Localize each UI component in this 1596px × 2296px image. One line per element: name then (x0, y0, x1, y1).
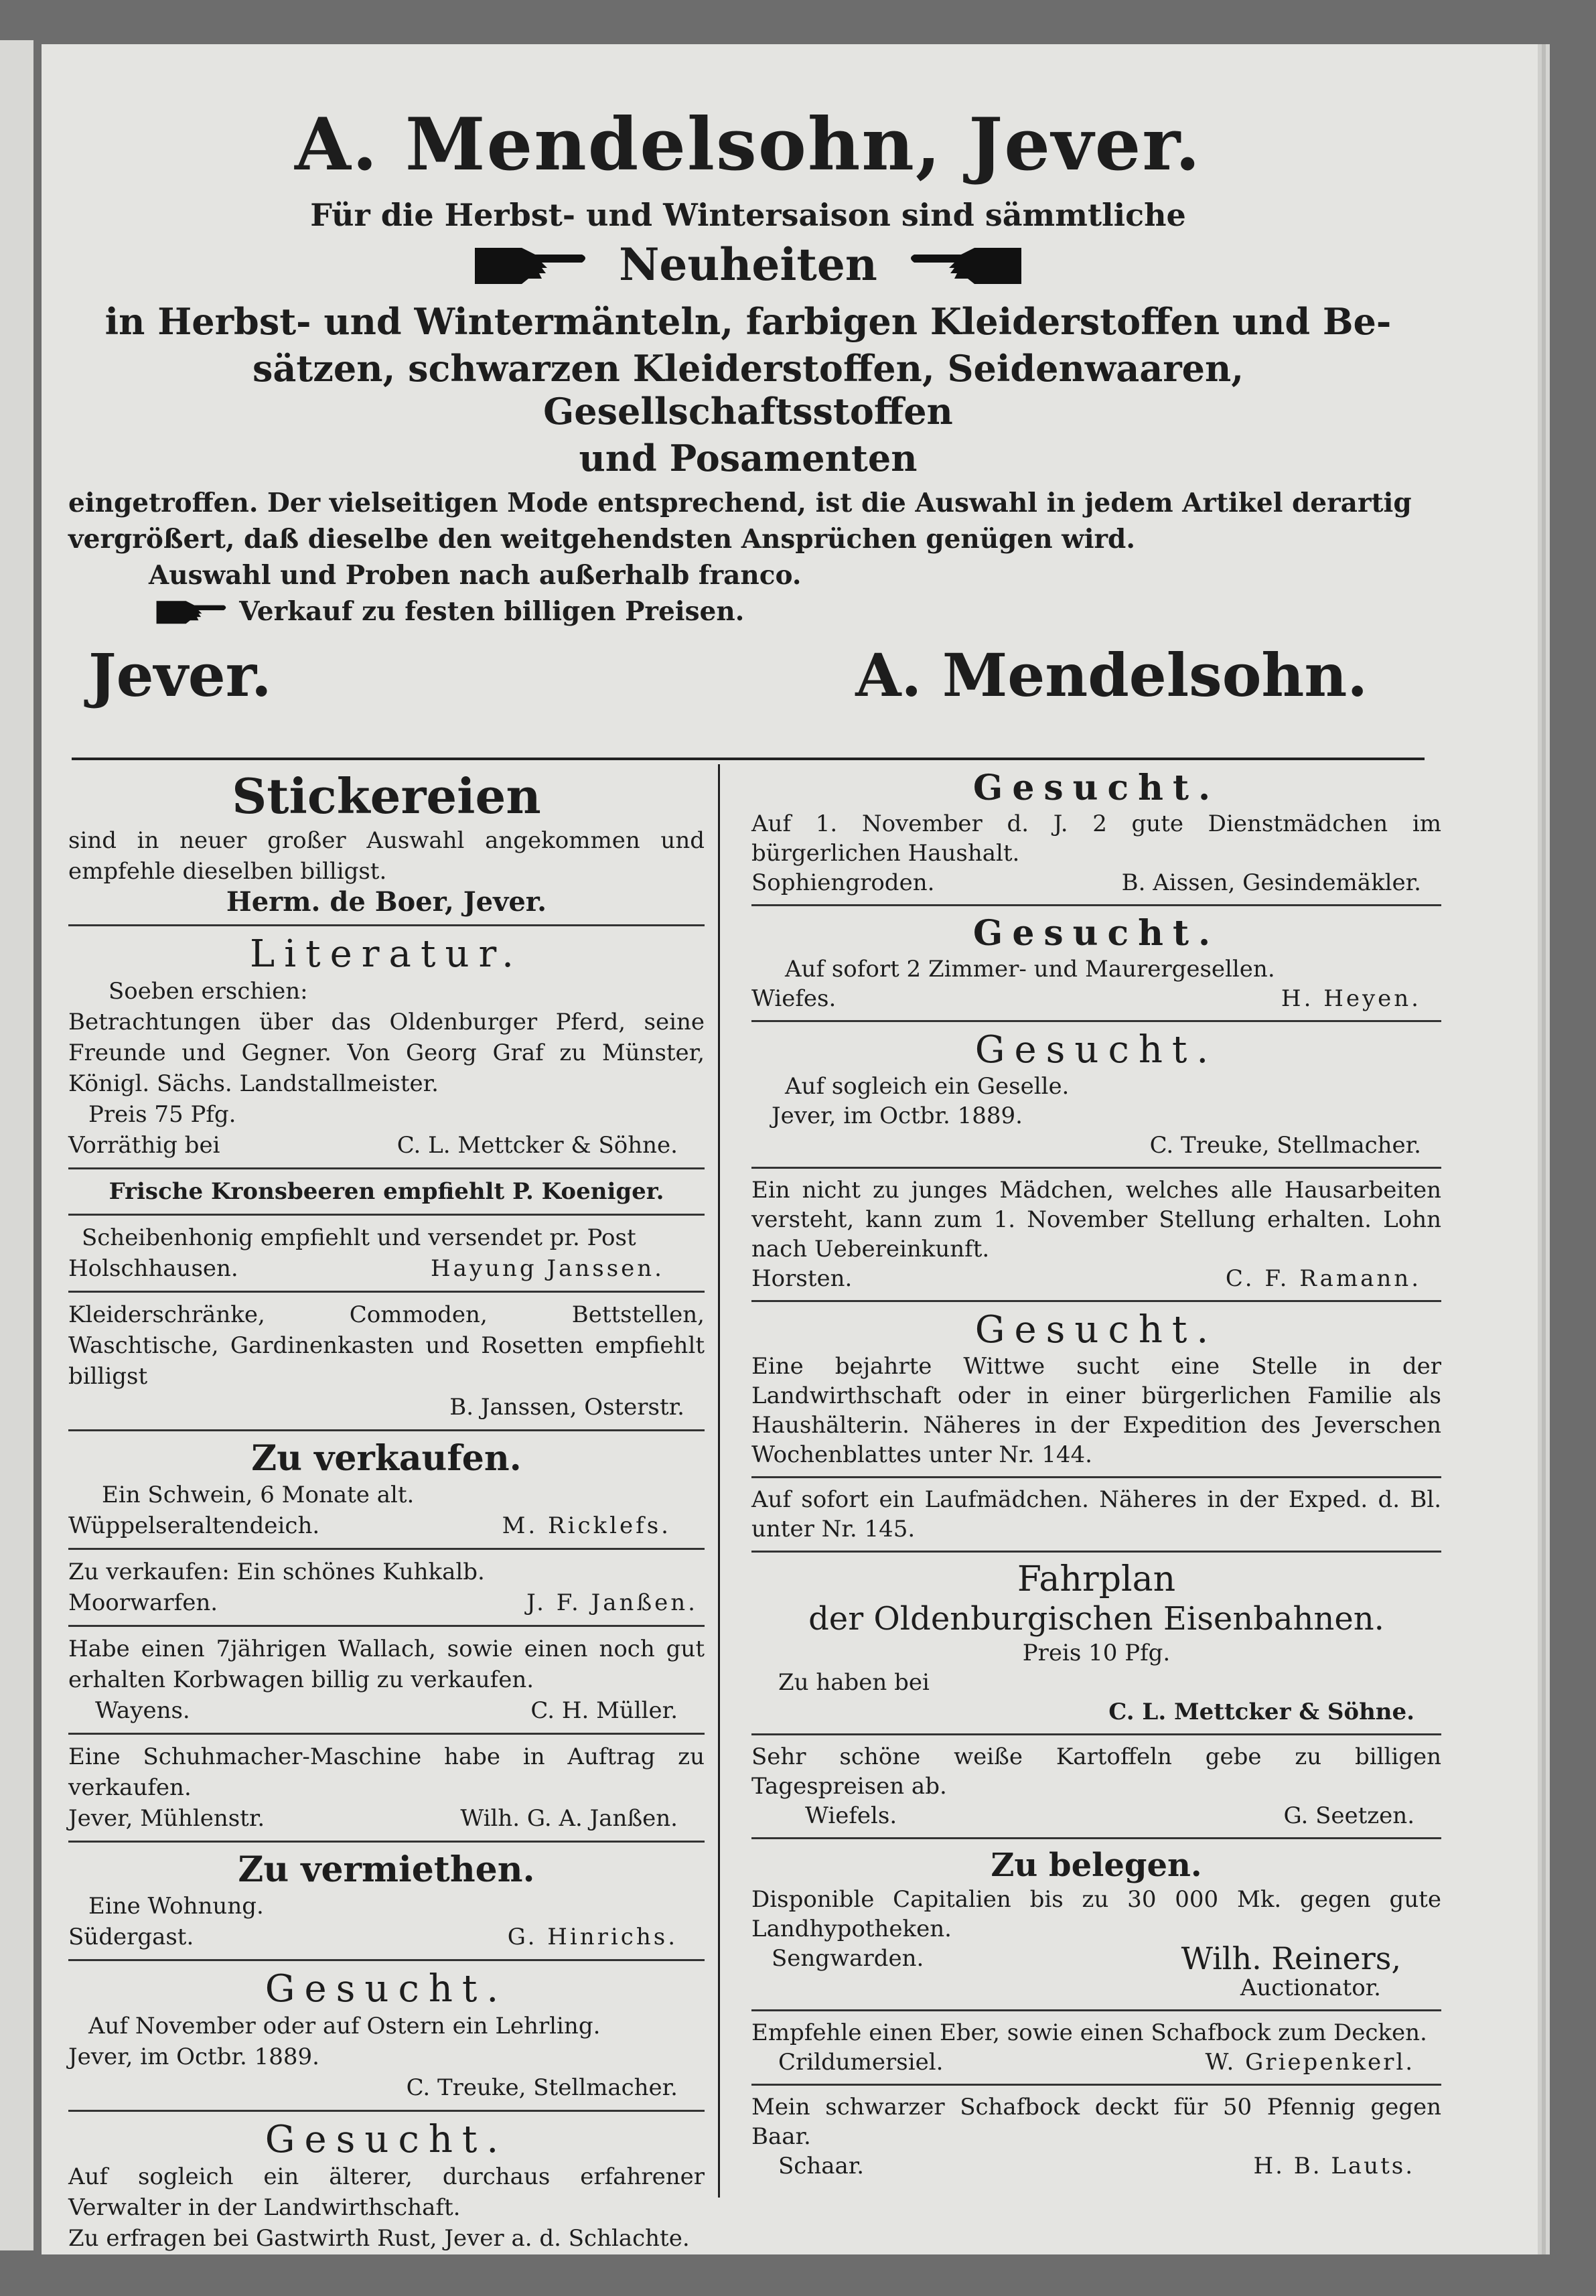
divider (751, 1476, 1441, 1478)
gesucht-wittwe-text: Eine bejahrte Wittwe sucht eine Stelle in der Landwirthschaft oder in einer bürgerlichen Familie als Haushälterin. Näheres in der Expedition des Jeverschen Wochenblattes unter Nr. 144. (751, 1353, 1441, 1468)
literatur-line-3: Preis 75 Pfg. (88, 1101, 236, 1128)
honig-signature (68, 1253, 705, 1284)
literatur-line-2: Betrachtungen über das Oldenburger Pferd, seine Freunde und Gegner. Von Georg Graf zu Münster, Königl. Sächs. Landstallmeister. (68, 1009, 705, 1097)
honig-sig-b: Hayung Janssen. (430, 1255, 664, 1282)
vermiethen-text: Eine Wohnung. (88, 1893, 264, 1920)
belegen-sig-b: Wilh. Reiners, (1181, 1940, 1401, 1977)
gesucht-lehrling-text: Auf November oder auf Ostern ein Lehrling. (88, 2013, 601, 2039)
divider (68, 1959, 705, 1961)
ad-line-8-row (68, 596, 1428, 627)
divider (68, 1214, 705, 1216)
belegen-sig-c: Auctionator. (1240, 1975, 1381, 2001)
ad-line-7: Auswahl und Proben nach außerhalb franco. (149, 560, 802, 591)
pointing-hand-right-icon (475, 241, 589, 288)
gesucht-geselle-title: Gesucht. (974, 1028, 1218, 1072)
gesucht-geselle-signature: C. Treuke, Stellmacher. (1149, 1132, 1421, 1159)
divider (751, 2009, 1441, 2011)
divider (751, 1551, 1441, 1553)
ad-line-2: in Herbst- und Wintermänteln, farbigen Kleiderstoffen und Be- (104, 300, 1392, 343)
divider (68, 1429, 705, 1431)
belegen-sig-a: Sengwarden. (772, 1945, 924, 1972)
left-column (68, 768, 705, 2254)
eber-signature (751, 2048, 1441, 2077)
column-divider (718, 764, 720, 2198)
gesucht-verwalter-title: Gesucht. (265, 2118, 508, 2161)
g2-sig-a: Wiefes. (751, 985, 837, 1012)
kartoffeln-text: Sehr schöne weiße Kartoffeln gebe zu billigen Tagespreisen ab. (751, 1743, 1441, 1800)
divider (68, 1733, 705, 1735)
ad-footer (68, 640, 1428, 710)
verkaufen-sig-a: Wüppelseraltendeich. (68, 1512, 320, 1539)
divider (751, 1733, 1441, 1735)
ad-footer-left: Jever. (88, 640, 272, 710)
verkaufen-text: Ein Schwein, 6 Monate alt. (102, 1482, 415, 1508)
fahrplan-subtitle: der Oldenburgischen Eisenbahnen. (808, 1600, 1384, 1638)
gesucht-wittwe-title: Gesucht. (974, 1308, 1218, 1352)
gesucht-gesellen-title: Gesucht. (972, 913, 1220, 954)
kuhkalb-sig-b: J. F. Janßen. (526, 1589, 698, 1616)
divider (68, 1625, 705, 1627)
wallach-signature (68, 1695, 705, 1726)
ad-line-8: Verkauf zu festen billigen Preisen. (239, 596, 745, 627)
verkaufen-title: Zu verkaufen. (251, 1438, 522, 1479)
gesucht-gesellen-text: Auf sofort 2 Zimmer- und Maurergesellen. (785, 956, 1275, 983)
eber-sig-b: W. Griepenkerl. (1205, 2049, 1414, 2076)
gesucht-lehrling-title: Gesucht. (265, 1967, 508, 2011)
kronsbeeren-text: Frische Kronsbeeren empfiehlt P. Koeniger. (108, 1178, 664, 1205)
vermiethen-sig-a: Südergast. (68, 1924, 194, 1950)
eber-text: Empfehle einen Eber, sowie einen Schafbock zum Decken. (751, 2019, 1427, 2046)
kleiderschraenke-signature: B. Janssen, Osterstr. (449, 1394, 684, 1421)
fahrplan-signature: C. L. Mettcker & Söhne. (1108, 1699, 1414, 1725)
divider (751, 1167, 1441, 1169)
schuhmacher-signature (68, 1803, 705, 1834)
literatur-sig-a: Vorräthig bei (68, 1132, 220, 1159)
g1-sig-a: Sophiengroden. (751, 869, 935, 896)
schafbock-sig-a: Schaar. (778, 2153, 865, 2179)
mendelsohn-advertisement (68, 104, 1428, 710)
verkaufen-sig-b: M. Ricklefs. (502, 1512, 671, 1539)
honig-sig-a: Holschhausen. (68, 1255, 238, 1282)
maedchen-text: Ein nicht zu junges Mädchen, welches alle Hausarbeiten versteht, kann zum 1. November Stellung erhalten. Lohn nach Uebereinkunft. (751, 1177, 1441, 1263)
newspaper-page (42, 44, 1538, 2254)
wallach-sig-b: C. H. Müller. (530, 1697, 678, 1724)
gesucht-dienstmaedchen-title: Gesucht. (972, 768, 1220, 808)
eber-sig-a: Crildumersiel. (778, 2049, 944, 2076)
pointing-hand-left-icon (908, 241, 1021, 288)
divider (68, 924, 705, 926)
gesucht-verwalter-line-2: Zu erfragen bei Gastwirth Rust, Jever a. d. Schlachte. (68, 2225, 690, 2252)
adjacent-page-edge (0, 40, 33, 2250)
literatur-sig-b: C. L. Mettcker & Söhne. (396, 1132, 678, 1159)
vermiethen-sig-b: G. Hinrichs. (507, 1924, 678, 1950)
divider (751, 1020, 1441, 1022)
laufmaedchen-text: Auf sofort ein Laufmädchen. Näheres in der Exped. d. Bl. unter Nr. 145. (751, 1486, 1441, 1542)
kartoffeln-signature (751, 1801, 1441, 1831)
divider (751, 1837, 1441, 1839)
schuhmacher-text: Eine Schuhmacher-Maschine habe in Auftrag zu verkaufen. (68, 1743, 705, 1801)
maedchen-sig-b: C. F. Ramann. (1225, 1265, 1421, 1292)
kuhkalb-text: Zu verkaufen: Ein schönes Kuhkalb. (68, 1559, 485, 1585)
stickereien-text: sind in neuer großer Auswahl angekommen und empfehle dieselben billigst. (68, 827, 705, 885)
schafbock-sig-b: H. B. Lauts. (1253, 2153, 1414, 2179)
schafbock-text: Mein schwarzer Schafbock deckt für 50 Pfennig gegen Baar. (751, 2094, 1441, 2150)
ad-line-5: eingetroffen. Der vielseitigen Mode entsprechend, ist die Auswahl in jedem Artikel derartig (68, 488, 1412, 518)
wallach-text: Habe einen 7jährigen Wallach, sowie einen noch gut erhalten Korbwagen billig zu verkaufen. (68, 1636, 705, 1693)
kleiderschraenke-text: Kleiderschränke, Commoden, Bettstellen, Waschtische, Gardinenkasten und Rosetten empfiehlt billigst (68, 1301, 705, 1390)
gesucht-geselle-line-2: Jever, im Octbr. 1889. (772, 1102, 1023, 1129)
verkaufen-signature (68, 1510, 705, 1541)
gesucht-verwalter-text: Auf sogleich ein älterer, durchaus erfahrener Verwalter in der Landwirthschaft. (68, 2163, 705, 2221)
ad-line-3: sätzen, schwarzen Kleiderstoffen, Seidenwaaren, Gesellschaftsstoffen (252, 347, 1244, 433)
right-column (751, 768, 1441, 2181)
maedchen-sig-a: Horsten. (751, 1265, 853, 1292)
literatur-title: Literatur. (250, 932, 523, 976)
ad-neuheiten: Neuheiten (619, 238, 877, 291)
kartoffeln-sig-b: G. Seetzen. (1283, 1802, 1414, 1829)
belegen-title: Zu belegen. (991, 1847, 1202, 1884)
schuhmacher-sig-b: Wilh. G. A. Janßen. (460, 1805, 678, 1832)
honig-text: Scheibenhonig empfiehlt und versendet pr. Post (82, 1224, 636, 1251)
stickereien-signature: Herm. de Boer, Jever. (226, 886, 547, 918)
ad-line-1: Für die Herbst- und Wintersaison sind sämmtliche (310, 197, 1186, 233)
vermiethen-title: Zu vermiethen. (238, 1849, 535, 1890)
schafbock-signature (751, 2151, 1441, 2181)
gesucht-lehrling-line-2: Jever, im Octbr. 1889. (68, 2043, 319, 2070)
literatur-signature (68, 1130, 705, 1161)
divider (751, 1300, 1441, 1302)
gesucht-gesellen-signature (751, 984, 1441, 1013)
gesucht-lehrling-signature: C. Treuke, Stellmacher. (406, 2074, 678, 2101)
fahrplan-price: Preis 10 Pfg. (1022, 1640, 1171, 1666)
divider (68, 1841, 705, 1843)
gesucht-geselle-text: Auf sogleich ein Geselle. (785, 1073, 1070, 1100)
ad-line-4: und Posamenten (579, 437, 918, 480)
kartoffeln-sig-a: Wiefels. (805, 1802, 897, 1829)
kuhkalb-signature (68, 1587, 705, 1618)
schuhmacher-sig-a: Jever, Mühlenstr. (68, 1805, 265, 1832)
stickereien-title: Stickereien (232, 768, 541, 824)
gesucht-dienstmaedchen-signature (751, 868, 1441, 898)
divider (68, 1291, 705, 1293)
fahrplan-title: Fahrplan (1017, 1559, 1176, 1599)
vermiethen-signature (68, 1922, 705, 1952)
gesucht-dienstmaedchen-text: Auf 1. November d. J. 2 gute Dienstmädchen im bürgerlichen Haushalt. (751, 810, 1441, 867)
fahrplan-line-1: Zu haben bei (778, 1669, 930, 1696)
belegen-signature (751, 1940, 1441, 1977)
ad-title: A. Mendelsohn, Jever. (295, 102, 1202, 187)
divider (68, 1167, 705, 1169)
g2-sig-b: H. Heyen. (1281, 985, 1421, 1012)
g1-sig-b: B. Aissen, Gesindemäkler. (1121, 869, 1421, 896)
wallach-sig-a: Wayens. (95, 1697, 190, 1724)
belegen-text: Disponible Capitalien bis zu 30 000 Mk. gegen gute Landhypotheken. (751, 1886, 1441, 1942)
ad-neuheiten-row (68, 238, 1428, 291)
pointing-hand-right-icon (149, 597, 236, 626)
ad-footer-right: A. Mendelsohn. (855, 640, 1368, 710)
divider (751, 2084, 1441, 2086)
ad-line-6: vergrößert, daß dieselbe den weitgehendsten Ansprüchen genügen wird. (68, 524, 1135, 555)
divider (68, 1548, 705, 1550)
literatur-line-1: Soeben erschien: (108, 978, 308, 1005)
maedchen-signature (751, 1264, 1441, 1293)
header-rule (72, 758, 1425, 760)
divider (68, 2110, 705, 2112)
kuhkalb-sig-a: Moorwarfen. (68, 1589, 218, 1616)
divider (751, 904, 1441, 906)
